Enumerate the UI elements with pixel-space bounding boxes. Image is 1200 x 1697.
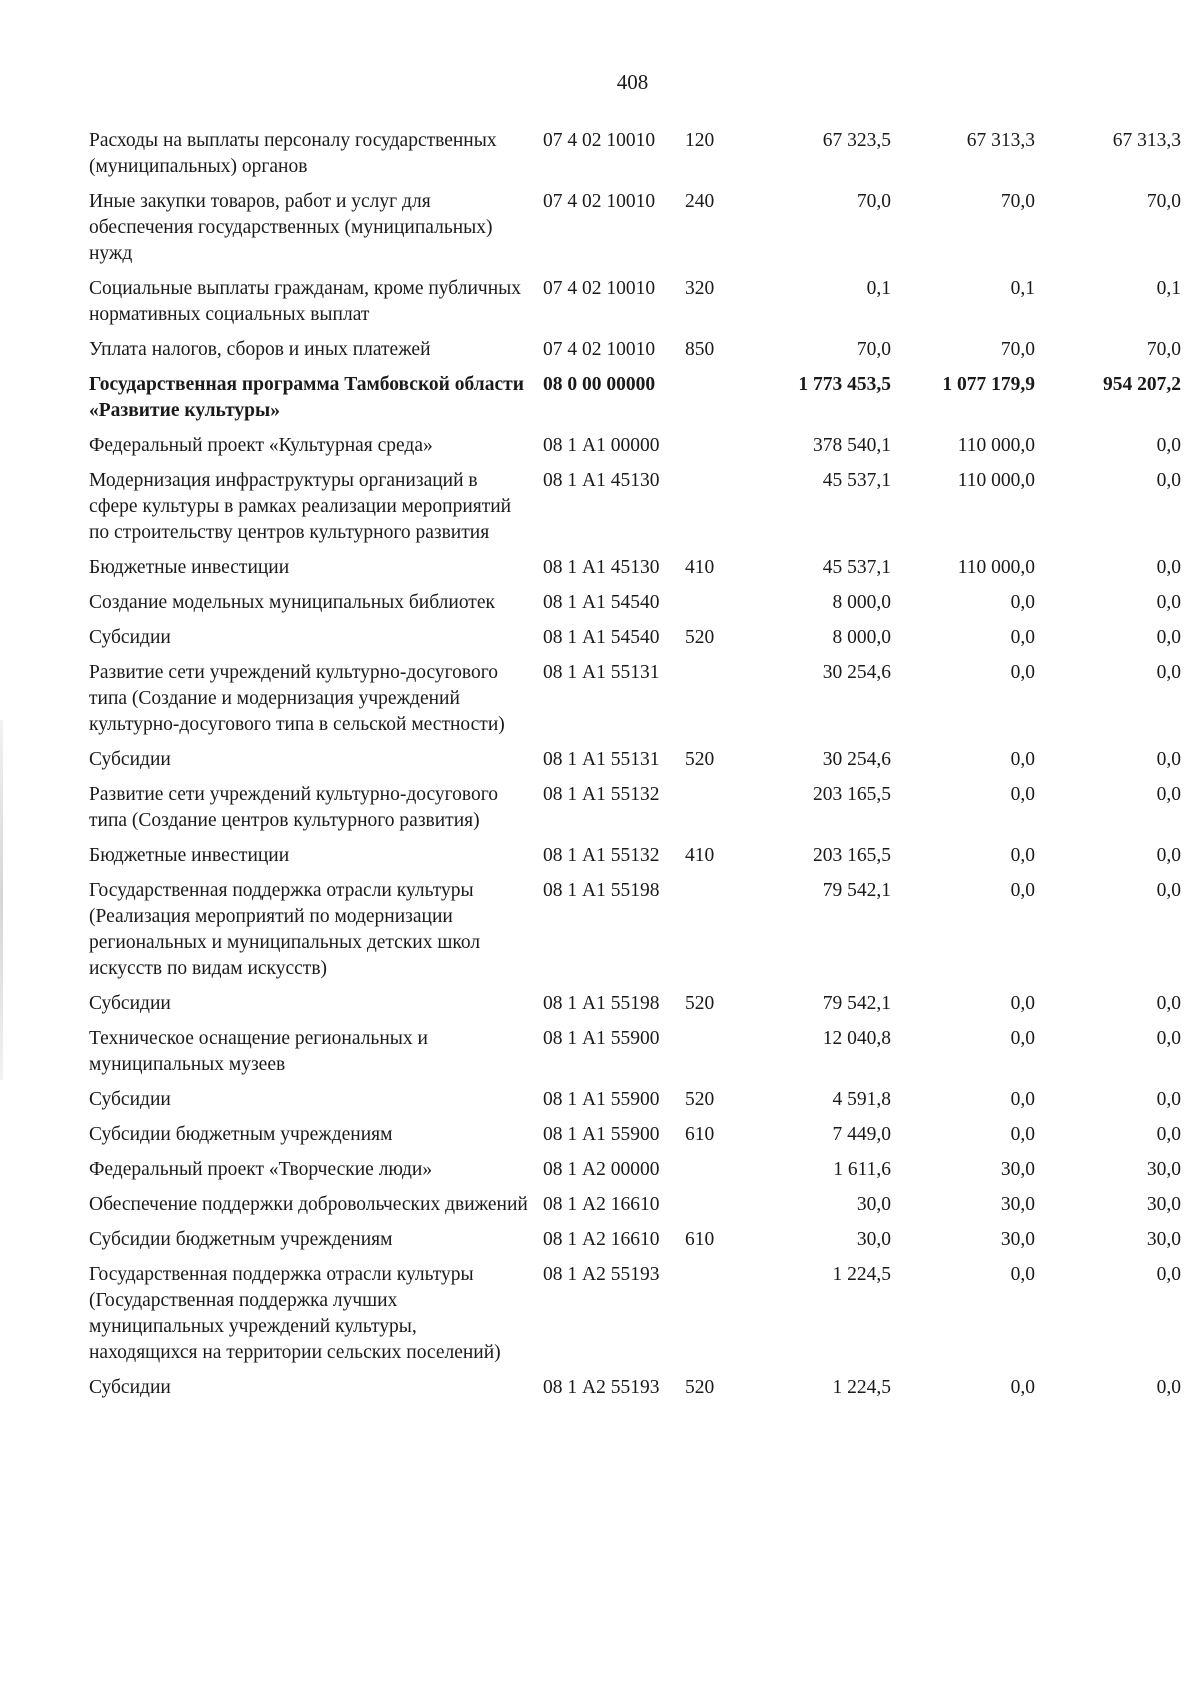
row-expense-type: 120 [685, 130, 715, 151]
row-amount-2: 0,0 [1010, 784, 1035, 805]
row-amount-2: 0,0 [1010, 845, 1035, 866]
row-name: Субсидии [89, 1089, 171, 1110]
table-row [89, 555, 1181, 590]
row-amount-1: 70,0 [856, 191, 891, 212]
row-amount-1: 67 323,5 [822, 130, 891, 151]
row-amount-1: 378 540,1 [813, 435, 891, 456]
row-amount-1: 1 224,5 [832, 1264, 891, 1285]
row-amount-2: 110 000,0 [957, 557, 1035, 578]
row-name: Развитие сети учреждений культурно-досугового типа (Создание центров культурного развития) [89, 784, 498, 831]
row-name: Социальные выплаты гражданам, кроме публичных нормативных социальных выплат [89, 278, 521, 325]
row-amount-2: 0,0 [1010, 1089, 1035, 1110]
row-amount-1: 79 542,1 [822, 880, 891, 901]
row-amount-2: 0,0 [1010, 662, 1035, 683]
row-amount-2: 110 000,0 [957, 435, 1035, 456]
row-amount-3: 0,0 [1156, 1028, 1181, 1049]
row-name: Развитие сети учреждений культурно-досугового типа (Создание и модернизация учреждений культурно-досугового типа в сельской местности) [89, 662, 505, 735]
row-target-code: 07 4 02 10010 [543, 130, 656, 151]
row-amount-1: 203 165,5 [813, 845, 891, 866]
row-amount-2: 70,0 [1000, 191, 1035, 212]
row-amount-1: 8 000,0 [832, 627, 891, 648]
row-target-code: 07 4 02 10010 [543, 339, 656, 360]
row-target-code: 08 1 А1 55132 [543, 784, 660, 805]
row-amount-2: 30,0 [1000, 1194, 1035, 1215]
row-amount-3: 0,0 [1156, 1377, 1181, 1398]
table-row [89, 1375, 1181, 1410]
table-row [89, 433, 1181, 468]
row-target-code: 08 1 А1 55198 [543, 880, 660, 901]
table-row [89, 843, 1181, 878]
row-expense-type [685, 372, 747, 433]
row-amount-3: 0,0 [1156, 662, 1181, 683]
row-amount-2: 67 313,3 [966, 130, 1035, 151]
row-name: Государственная программа Тамбовской области «Развитие культуры» [89, 374, 524, 421]
row-name: Обеспечение поддержки добровольческих движений [89, 1194, 528, 1215]
table-row [89, 991, 1181, 1026]
row-amount-1: 4 591,8 [832, 1089, 891, 1110]
row-amount-2: 70,0 [1000, 339, 1035, 360]
table-row [89, 337, 1181, 372]
row-target-code: 08 1 А1 55900 [543, 1089, 660, 1110]
budget-table [89, 128, 1181, 1410]
row-expense-type [685, 878, 747, 991]
row-amount-1: 0,1 [866, 278, 891, 299]
row-amount-1: 30,0 [856, 1194, 891, 1215]
row-target-code: 08 1 А1 55900 [543, 1124, 660, 1145]
row-name: Расходы на выплаты персоналу государственных (муниципальных) органов [89, 130, 497, 177]
table-row [89, 878, 1181, 991]
row-amount-2: 0,0 [1010, 627, 1035, 648]
row-name: Субсидии бюджетным учреждениям [89, 1229, 393, 1250]
row-amount-3: 70,0 [1146, 339, 1181, 360]
row-amount-3: 0,0 [1156, 1089, 1181, 1110]
row-name: Уплата налогов, сборов и иных платежей [89, 339, 431, 360]
row-amount-2: 30,0 [1000, 1229, 1035, 1250]
row-name: Субсидии [89, 627, 171, 648]
scan-edge-shadow [0, 720, 3, 1080]
row-amount-2: 0,0 [1010, 749, 1035, 770]
row-target-code: 07 4 02 10010 [543, 278, 656, 299]
row-name: Государственная поддержка отрасли культуры (Реализация мероприятий по модернизации региональных и муниципальных детских школ искусств по видам искусств) [89, 880, 481, 979]
row-name: Модернизация инфраструктуры организаций в сфере культуры в рамках реализации мероприятий по строительству центров культурного развития [89, 470, 512, 543]
row-amount-1: 1 224,5 [832, 1377, 891, 1398]
row-expense-type [685, 782, 747, 843]
row-amount-1: 30 254,6 [822, 662, 891, 683]
row-target-code: 08 1 А1 55900 [543, 1028, 660, 1049]
row-amount-3: 0,0 [1156, 592, 1181, 613]
row-amount-3: 0,0 [1156, 880, 1181, 901]
row-expense-type: 520 [685, 1377, 715, 1398]
row-target-code: 08 1 А1 55198 [543, 993, 660, 1014]
table-row [89, 782, 1181, 843]
row-amount-3: 0,0 [1156, 627, 1181, 648]
row-target-code: 08 1 А2 00000 [543, 1159, 660, 1180]
row-amount-3: 30,0 [1146, 1229, 1181, 1250]
row-target-code: 08 1 А1 00000 [543, 435, 660, 456]
row-target-code: 08 1 А1 54540 [543, 627, 660, 648]
row-amount-1: 203 165,5 [813, 784, 891, 805]
row-expense-type: 410 [685, 845, 715, 866]
row-expense-type: 520 [685, 1089, 715, 1110]
table-row [89, 590, 1181, 625]
row-amount-3: 0,0 [1156, 557, 1181, 578]
table-row [89, 468, 1181, 555]
row-amount-1: 45 537,1 [822, 557, 891, 578]
row-amount-2: 0,0 [1010, 1264, 1035, 1285]
page-number: 408 [616, 70, 649, 94]
row-name: Государственная поддержка отрасли культуры (Государственная поддержка лучших муниципальных учреждений культуры, находящихся на территории сельских поселений) [89, 1264, 501, 1363]
table-row [89, 747, 1181, 782]
row-target-code: 08 1 А1 45130 [543, 557, 660, 578]
row-amount-3: 954 207,2 [1103, 374, 1181, 395]
row-target-code: 08 0 00 00000 [543, 374, 656, 395]
row-amount-3: 0,0 [1156, 1264, 1181, 1285]
row-expense-type: 520 [685, 993, 715, 1014]
row-amount-1: 12 040,8 [822, 1028, 891, 1049]
row-expense-type [685, 1026, 747, 1087]
row-expense-type [685, 1262, 747, 1375]
row-amount-3: 70,0 [1146, 191, 1181, 212]
row-expense-type: 850 [685, 339, 715, 360]
row-target-code: 08 1 А2 55193 [543, 1377, 660, 1398]
row-amount-3: 30,0 [1146, 1159, 1181, 1180]
row-amount-1: 70,0 [856, 339, 891, 360]
row-name: Федеральный проект «Культурная среда» [89, 435, 433, 456]
row-amount-3: 0,0 [1156, 1124, 1181, 1145]
row-expense-type: 320 [685, 278, 715, 299]
row-amount-1: 1 611,6 [833, 1159, 891, 1180]
row-expense-type [685, 590, 747, 625]
row-expense-type: 520 [685, 749, 715, 770]
row-amount-1: 8 000,0 [832, 592, 891, 613]
row-amount-3: 30,0 [1146, 1194, 1181, 1215]
row-expense-type [685, 1192, 747, 1227]
row-name: Субсидии [89, 993, 171, 1014]
row-target-code: 08 1 А1 54540 [543, 592, 660, 613]
row-amount-2: 0,0 [1010, 1028, 1035, 1049]
row-expense-type: 240 [685, 191, 715, 212]
row-amount-2: 0,0 [1010, 592, 1035, 613]
row-name: Субсидии [89, 749, 171, 770]
row-target-code: 08 1 А1 45130 [543, 470, 660, 491]
table-row [89, 1122, 1181, 1157]
table-row [89, 1087, 1181, 1122]
row-amount-3: 0,0 [1156, 784, 1181, 805]
row-amount-3: 67 313,3 [1112, 130, 1181, 151]
row-expense-type: 610 [685, 1229, 715, 1250]
row-amount-2: 30,0 [1000, 1159, 1035, 1180]
budget-table-body [89, 128, 1181, 1410]
row-expense-type [685, 433, 747, 468]
row-amount-2: 0,0 [1010, 1124, 1035, 1145]
budget-table-container [89, 128, 1181, 1410]
table-row [89, 625, 1181, 660]
row-name: Бюджетные инвестиции [89, 845, 290, 866]
row-expense-type [685, 468, 747, 555]
row-target-code: 08 1 А1 55131 [543, 662, 660, 683]
row-amount-3: 0,0 [1156, 845, 1181, 866]
row-amount-1: 1 773 453,5 [798, 374, 891, 395]
row-expense-type: 520 [685, 627, 715, 648]
row-amount-2: 110 000,0 [957, 470, 1035, 491]
row-amount-2: 0,0 [1010, 993, 1035, 1014]
row-target-code: 08 1 А1 55131 [543, 749, 660, 770]
row-amount-2: 0,0 [1010, 880, 1035, 901]
table-row [89, 128, 1181, 189]
row-amount-1: 45 537,1 [822, 470, 891, 491]
table-row [89, 1262, 1181, 1375]
row-name: Бюджетные инвестиции [89, 557, 290, 578]
row-expense-type [685, 660, 747, 747]
row-expense-type: 410 [685, 557, 715, 578]
row-name: Иные закупки товаров, работ и услуг для обеспечения государственных (муниципальных) нужд [89, 191, 493, 264]
row-target-code: 07 4 02 10010 [543, 191, 656, 212]
row-amount-1: 79 542,1 [822, 993, 891, 1014]
row-amount-3: 0,0 [1156, 749, 1181, 770]
row-amount-1: 30,0 [856, 1229, 891, 1250]
table-row [89, 276, 1181, 337]
row-amount-3: 0,1 [1156, 278, 1181, 299]
row-amount-1: 30 254,6 [822, 749, 891, 770]
table-row [89, 372, 1181, 433]
table-row [89, 660, 1181, 747]
table-row [89, 1157, 1181, 1192]
row-amount-2: 0,1 [1010, 278, 1035, 299]
row-target-code: 08 1 А1 55132 [543, 845, 660, 866]
row-name: Техническое оснащение региональных и муниципальных музеев [89, 1028, 428, 1075]
row-name: Субсидии [89, 1377, 171, 1398]
row-target-code: 08 1 А2 16610 [543, 1194, 660, 1215]
table-row [89, 189, 1181, 276]
table-row [89, 1192, 1181, 1227]
row-expense-type [685, 1157, 747, 1192]
row-name: Федеральный проект «Творческие люди» [89, 1159, 433, 1180]
row-amount-1: 7 449,0 [832, 1124, 891, 1145]
row-target-code: 08 1 А2 16610 [543, 1229, 660, 1250]
table-row [89, 1026, 1181, 1087]
row-name: Создание модельных муниципальных библиотек [89, 592, 495, 613]
row-amount-3: 0,0 [1156, 470, 1181, 491]
row-amount-3: 0,0 [1156, 993, 1181, 1014]
row-expense-type: 610 [685, 1124, 715, 1145]
table-row [89, 1227, 1181, 1262]
row-amount-3: 0,0 [1156, 435, 1181, 456]
row-name: Субсидии бюджетным учреждениям [89, 1124, 393, 1145]
row-amount-2: 1 077 179,9 [942, 374, 1035, 395]
row-amount-2: 0,0 [1010, 1377, 1035, 1398]
row-target-code: 08 1 А2 55193 [543, 1264, 660, 1285]
